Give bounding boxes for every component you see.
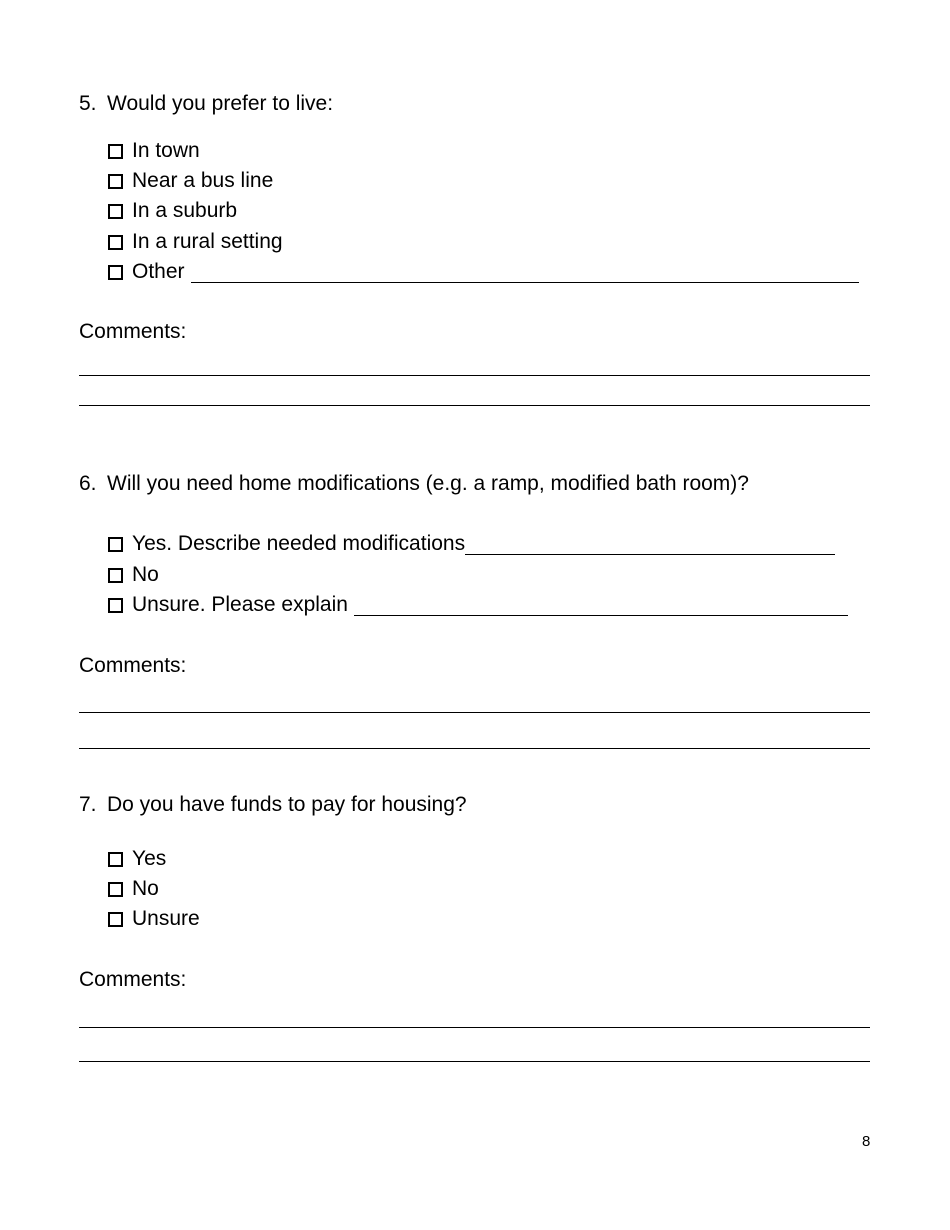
- q5-option-in-town[interactable]: [108, 139, 200, 163]
- checkbox[interactable]: [108, 598, 123, 613]
- option-label: Yes. Describe needed modifications: [132, 532, 466, 555]
- option-label: No: [132, 877, 159, 900]
- option-label: Yes: [132, 847, 167, 870]
- q7-option-unsure[interactable]: [108, 907, 200, 931]
- checkbox[interactable]: [108, 912, 123, 927]
- option-label: Unsure: [132, 907, 200, 930]
- checkbox[interactable]: [108, 852, 123, 867]
- checkbox[interactable]: [108, 174, 123, 189]
- other-fill-line[interactable]: [191, 262, 859, 283]
- q6-option-unsure[interactable]: [108, 593, 848, 617]
- q5-option-other[interactable]: [108, 260, 859, 284]
- checkbox[interactable]: [108, 568, 123, 583]
- question-5-number: 5.: [79, 92, 97, 115]
- option-label: Other: [132, 260, 185, 283]
- question-5-text: Would you prefer to live:: [107, 92, 334, 115]
- page-number: 8: [862, 1133, 871, 1150]
- checkbox[interactable]: [108, 204, 123, 219]
- q6-comments-label: Comments:: [79, 654, 187, 677]
- q5-option-near-bus-line[interactable]: [108, 169, 273, 193]
- q7-comment-line-1[interactable]: [79, 1027, 870, 1028]
- modifications-fill-line[interactable]: [465, 534, 835, 555]
- q5-option-rural[interactable]: [108, 230, 283, 254]
- explain-fill-line[interactable]: [354, 595, 848, 616]
- question-6-text: Will you need home modifications (e.g. a ramp, modified bath room)?: [107, 472, 749, 495]
- checkbox[interactable]: [108, 882, 123, 897]
- q6-option-yes[interactable]: [108, 532, 835, 556]
- q5-option-suburb[interactable]: [108, 199, 237, 223]
- q5-comment-line-2[interactable]: [79, 405, 870, 406]
- option-label: In a rural setting: [132, 230, 283, 253]
- option-label: In town: [132, 139, 200, 162]
- checkbox[interactable]: [108, 265, 123, 280]
- question-6-number: 6.: [79, 472, 97, 495]
- q7-comments-label: Comments:: [79, 968, 187, 991]
- option-label: No: [132, 563, 159, 586]
- checkbox[interactable]: [108, 235, 123, 250]
- option-label: Near a bus line: [132, 169, 274, 192]
- option-label: Unsure. Please explain: [132, 593, 348, 616]
- q5-comments-label: Comments:: [79, 320, 187, 343]
- checkbox[interactable]: [108, 537, 123, 552]
- question-7-number: 7.: [79, 793, 97, 816]
- option-label: In a suburb: [132, 199, 238, 222]
- q6-comment-line-1[interactable]: [79, 712, 870, 713]
- q6-option-no[interactable]: [108, 563, 159, 587]
- q7-option-yes[interactable]: [108, 847, 166, 871]
- checkbox[interactable]: [108, 144, 123, 159]
- question-7-text: Do you have funds to pay for housing?: [107, 793, 467, 816]
- q7-option-no[interactable]: [108, 877, 159, 901]
- q7-comment-line-2[interactable]: [79, 1061, 870, 1062]
- q6-comment-line-2[interactable]: [79, 748, 870, 749]
- q5-comment-line-1[interactable]: [79, 375, 870, 376]
